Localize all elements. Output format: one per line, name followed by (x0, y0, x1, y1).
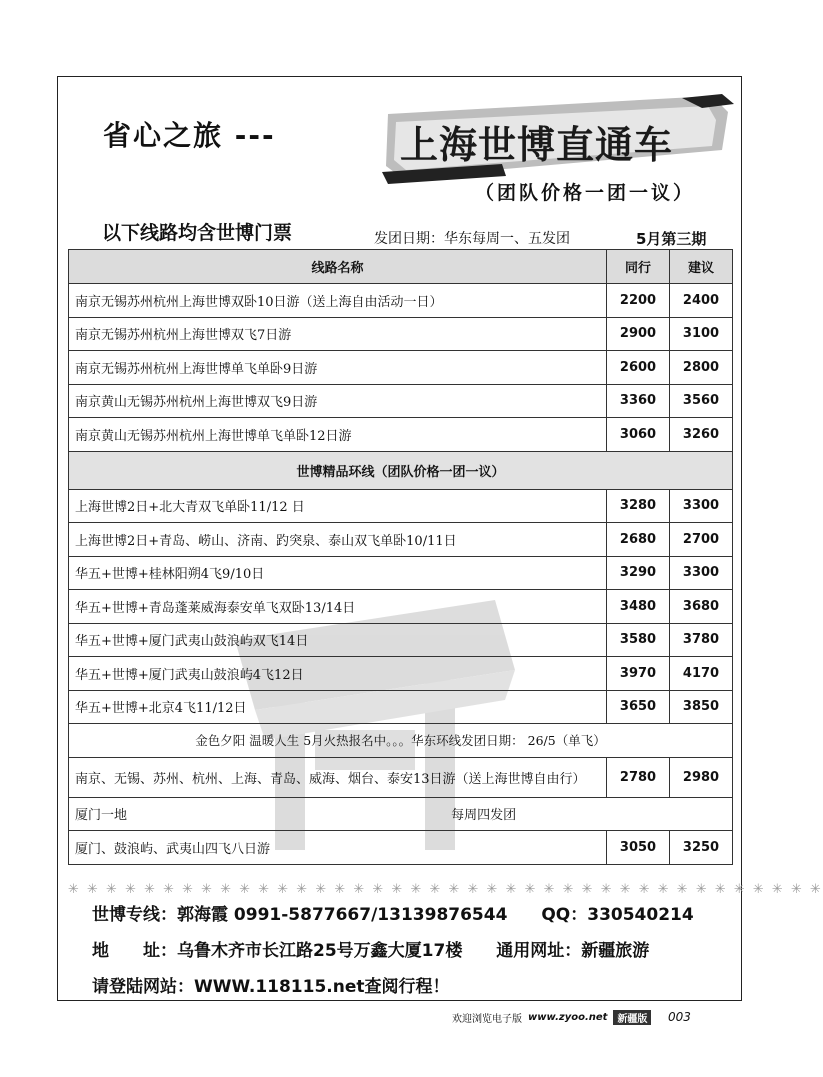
subheading: 以下线路均含世博门票 (102, 222, 293, 244)
xiamen-header-row (69, 797, 733, 831)
xiamen-header (69, 797, 733, 831)
peer-price: 3050 (607, 831, 670, 865)
issue-label: 5月第三期 (636, 230, 707, 248)
hotline: 世博专线：郭海霞 0991-5877667/13139876544 (92, 905, 508, 925)
footer-bar (452, 1009, 651, 1025)
col-route: 线路名称 (69, 250, 607, 284)
table-row (69, 284, 733, 318)
route-name: 华五+世博+厦门武夷山鼓浪屿4飞12日 (69, 657, 607, 691)
suggested-price: 3680 (670, 590, 733, 624)
peer-price: 2680 (607, 523, 670, 557)
hotline-line (92, 900, 694, 925)
suggested-price: 2980 (670, 757, 733, 797)
section-title: 世博精品环线（团队价格一团一议） (69, 451, 733, 489)
peer-price: 3060 (607, 418, 670, 452)
route-name: 华五+世博+北京4飞11/12日 (69, 690, 607, 724)
qq: QQ：330540214 (541, 905, 694, 925)
banner-title: 上海世博直通车 (400, 122, 674, 167)
peer-price: 3650 (607, 690, 670, 724)
peer-price: 2200 (607, 284, 670, 318)
address: 地 址：乌鲁木齐市长江路25号万鑫大厦17楼 (92, 941, 463, 961)
table-row (69, 523, 733, 557)
suggested-price: 3780 (670, 623, 733, 657)
suggested-price: 3300 (670, 489, 733, 523)
route-name: 华五+世博+桂林阳朔4飞9/10日 (69, 556, 607, 590)
footer-welcome: 欢迎浏览电子版 (452, 1013, 522, 1025)
suggested-price: 3300 (670, 556, 733, 590)
footer-url[interactable]: www.zyoo.net (528, 1011, 608, 1023)
peer-price: 2780 (607, 757, 670, 797)
route-name: 南京、无锡、苏州、杭州、上海、青岛、威海、烟台、泰安13日游（送上海世博自由行） (69, 757, 607, 797)
table-row (69, 657, 733, 691)
route-name: 上海世博2日+北大青双飞单卧11/12 日 (69, 489, 607, 523)
website-link[interactable]: 请登陆网站：WWW.118115.net查阅行程！ (92, 977, 450, 997)
peer-price: 3290 (607, 556, 670, 590)
peer-price: 2600 (607, 351, 670, 385)
peer-price: 3580 (607, 623, 670, 657)
departure-dates: 发团日期：华东每周一、五发团 (374, 231, 570, 247)
route-name: 厦门、鼓浪屿、武夷山四飞八日游 (69, 831, 607, 865)
col-peer-price: 同行 (607, 250, 670, 284)
address-line (92, 936, 649, 961)
suggested-price: 3260 (670, 418, 733, 452)
suggested-price: 3100 (670, 317, 733, 351)
website-line[interactable] (92, 972, 450, 997)
table-row (69, 489, 733, 523)
route-name: 华五+世博+青岛蓬莱威海泰安单飞双卧13/14日 (69, 590, 607, 624)
suggested-price: 2800 (670, 351, 733, 385)
web-keyword: 通用网址：新疆旅游 (496, 941, 650, 961)
route-price-table (68, 249, 733, 865)
slogan: 省心之旅 --- (103, 119, 276, 152)
suggested-price: 2700 (670, 523, 733, 557)
col-suggested-price: 建议 (670, 250, 733, 284)
star-divider: ✳ ✳ ✳ ✳ ✳ ✳ ✳ ✳ ✳ ✳ ✳ ✳ ✳ ✳ ✳ ✳ ✳ ✳ ✳ ✳ ✳ ✳ ✳ ✳ ✳ ✳ ✳ ✳ ✳ ✳ ✳ ✳ ✳ ✳ ✳ ✳ ✳ ✳ ✳ ✳ (68, 882, 823, 897)
table-row (69, 351, 733, 385)
route-name: 南京无锡苏州杭州上海世博双卧10日游（送上海自由活动一日） (69, 284, 607, 318)
xiamen-schedule: 每周四发团 (451, 808, 517, 824)
section-header-row (69, 451, 733, 489)
table-row (69, 590, 733, 624)
table-row (69, 418, 733, 452)
banner (382, 94, 734, 186)
page-number: 003 (668, 1010, 691, 1024)
table-row (69, 690, 733, 724)
suggested-price: 3560 (670, 384, 733, 418)
route-name: 南京黄山无锡苏州杭州上海世博双飞9日游 (69, 384, 607, 418)
peer-price: 3480 (607, 590, 670, 624)
suggested-price: 3850 (670, 690, 733, 724)
peer-price: 3360 (607, 384, 670, 418)
table-row (69, 317, 733, 351)
peer-price: 3970 (607, 657, 670, 691)
peer-price: 2900 (607, 317, 670, 351)
table-row (69, 757, 733, 797)
suggested-price: 4170 (670, 657, 733, 691)
banner-subtitle: （团队价格一团一议） (475, 182, 696, 204)
edition-badge: 新疆版 (613, 1010, 651, 1025)
table-row (69, 556, 733, 590)
xiamen-title: 厦门一地 (75, 808, 128, 824)
suggested-price: 3250 (670, 831, 733, 865)
table-row (69, 384, 733, 418)
route-name: 南京无锡苏州杭州上海世博双飞7日游 (69, 317, 607, 351)
suggested-price: 2400 (670, 284, 733, 318)
table-header-row (69, 250, 733, 284)
route-name: 华五+世博+厦门武夷山鼓浪屿双飞14日 (69, 623, 607, 657)
route-name: 上海世博2日+青岛、崂山、济南、趵突泉、泰山双飞单卧10/11日 (69, 523, 607, 557)
peer-price: 3280 (607, 489, 670, 523)
route-name: 南京无锡苏州杭州上海世博单飞单卧9日游 (69, 351, 607, 385)
table-row (69, 831, 733, 865)
route-name: 南京黄山无锡苏州杭州上海世博单飞单卧12日游 (69, 418, 607, 452)
table-row (69, 623, 733, 657)
promo-note: 金色夕阳 温暖人生 5月火热报名中。。。华东环线发团日期： 26/5（单飞） (69, 724, 733, 758)
promo-note-row (69, 724, 733, 758)
